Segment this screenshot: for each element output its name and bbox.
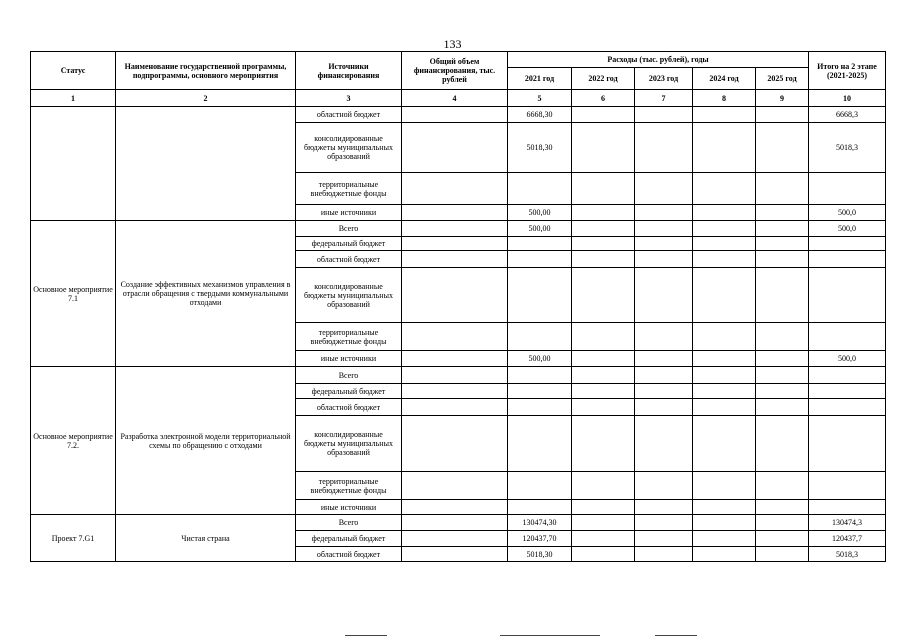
status-cell: Основное мероприятие 7.1 <box>31 221 116 367</box>
year-2023-cell <box>635 531 693 547</box>
year-2023-cell <box>635 237 693 251</box>
itogo-cell <box>809 323 886 351</box>
year-2023-cell <box>635 367 693 384</box>
total-volume-cell <box>402 416 508 472</box>
source-cell: областной бюджет <box>296 547 402 562</box>
year-2021-cell <box>508 416 572 472</box>
header-program-name: Наименование государственной программы, подпрограммы, основного мероприятия <box>116 52 296 90</box>
total-volume-cell <box>402 251 508 268</box>
year-2021-cell: 5018,30 <box>508 547 572 562</box>
itogo-cell: 5018,3 <box>809 547 886 562</box>
table-row <box>31 107 886 123</box>
column-number: 9 <box>756 90 809 107</box>
total-volume-cell <box>402 268 508 323</box>
year-2022-cell <box>572 500 635 515</box>
program-name-cell <box>116 107 296 221</box>
source-cell: консолидированные бюджеты муниципальных образований <box>296 123 402 173</box>
total-volume-cell <box>402 351 508 367</box>
source-cell: федеральный бюджет <box>296 384 402 399</box>
column-number: 4 <box>402 90 508 107</box>
year-2023-cell <box>635 107 693 123</box>
year-2021-cell <box>508 367 572 384</box>
year-2023-cell <box>635 547 693 562</box>
year-2024-cell <box>693 384 756 399</box>
year-2022-cell <box>572 531 635 547</box>
column-number: 8 <box>693 90 756 107</box>
year-2021-cell <box>508 268 572 323</box>
year-2021-cell <box>508 251 572 268</box>
itogo-cell <box>809 237 886 251</box>
year-2023-cell <box>635 221 693 237</box>
year-2021-cell: 6668,30 <box>508 107 572 123</box>
column-number: 3 <box>296 90 402 107</box>
year-2023-cell <box>635 515 693 531</box>
year-2021-cell: 500,00 <box>508 205 572 221</box>
year-2025-cell <box>756 531 809 547</box>
year-2023-cell <box>635 268 693 323</box>
year-2025-cell <box>756 515 809 531</box>
year-2022-cell <box>572 515 635 531</box>
year-2025-cell <box>756 173 809 205</box>
total-volume-cell <box>402 500 508 515</box>
year-2021-cell <box>508 384 572 399</box>
source-cell: областной бюджет <box>296 107 402 123</box>
year-2025-cell <box>756 237 809 251</box>
year-2021-cell: 500,00 <box>508 351 572 367</box>
column-number: 10 <box>809 90 886 107</box>
itogo-cell <box>809 472 886 500</box>
year-2023-cell <box>635 251 693 268</box>
year-2024-cell <box>693 416 756 472</box>
year-2023-cell <box>635 205 693 221</box>
year-2023-cell <box>635 323 693 351</box>
itogo-cell <box>809 268 886 323</box>
total-volume-cell <box>402 323 508 351</box>
column-number: 7 <box>635 90 693 107</box>
year-2024-cell <box>693 251 756 268</box>
year-2021-cell <box>508 173 572 205</box>
year-2025-cell <box>756 547 809 562</box>
total-volume-cell <box>402 472 508 500</box>
year-2022-cell <box>572 367 635 384</box>
year-2022-cell <box>572 472 635 500</box>
footer-divider <box>345 635 387 636</box>
header-itogo: Итого на 2 этапе (2021-2025) <box>809 52 886 90</box>
source-cell: иные источники <box>296 351 402 367</box>
itogo-cell: 500,0 <box>809 205 886 221</box>
year-2023-cell <box>635 472 693 500</box>
year-2024-cell <box>693 547 756 562</box>
year-2025-cell <box>756 123 809 173</box>
column-number: 2 <box>116 90 296 107</box>
itogo-cell: 130474,3 <box>809 515 886 531</box>
year-2021-cell: 120437,70 <box>508 531 572 547</box>
total-volume-cell <box>402 384 508 399</box>
year-2022-cell <box>572 123 635 173</box>
source-cell: консолидированные бюджеты муниципальных образований <box>296 416 402 472</box>
column-number-row <box>31 90 886 107</box>
budget-table <box>30 51 886 562</box>
year-2024-cell <box>693 237 756 251</box>
itogo-cell <box>809 384 886 399</box>
year-2024-cell <box>693 399 756 416</box>
total-volume-cell <box>402 367 508 384</box>
table-row <box>31 515 886 531</box>
header-expenses: Расходы (тыс. рублей), годы <box>508 52 809 68</box>
itogo-cell: 5018,3 <box>809 123 886 173</box>
year-2024-cell <box>693 123 756 173</box>
itogo-cell <box>809 251 886 268</box>
program-name-cell: Разработка электронной модели территориальной схемы по обращению с отходами <box>116 367 296 515</box>
footer-divider <box>655 635 697 636</box>
year-2024-cell <box>693 323 756 351</box>
year-2022-cell <box>572 237 635 251</box>
year-2024-cell <box>693 500 756 515</box>
total-volume-cell <box>402 399 508 416</box>
table-row <box>31 367 886 384</box>
itogo-cell: 500,0 <box>809 221 886 237</box>
year-2025-cell <box>756 251 809 268</box>
year-2023-cell <box>635 399 693 416</box>
header-year-2024: 2024 год <box>693 68 756 90</box>
total-volume-cell <box>402 547 508 562</box>
total-volume-cell <box>402 205 508 221</box>
program-name-cell: Создание эффективных механизмов управления в отрасли обращения с твердыми коммунальными отходами <box>116 221 296 367</box>
header-status: Статус <box>31 52 116 90</box>
year-2024-cell <box>693 205 756 221</box>
year-2024-cell <box>693 367 756 384</box>
year-2025-cell <box>756 399 809 416</box>
year-2022-cell <box>572 384 635 399</box>
year-2025-cell <box>756 268 809 323</box>
total-volume-cell <box>402 515 508 531</box>
year-2023-cell <box>635 416 693 472</box>
year-2021-cell <box>508 323 572 351</box>
itogo-cell <box>809 367 886 384</box>
source-cell: федеральный бюджет <box>296 237 402 251</box>
year-2022-cell <box>572 351 635 367</box>
footer-divider <box>500 635 600 636</box>
year-2022-cell <box>572 399 635 416</box>
year-2024-cell <box>693 515 756 531</box>
total-volume-cell <box>402 531 508 547</box>
source-cell: территориальные внебюджетные фонды <box>296 472 402 500</box>
budget-table-body <box>31 107 886 562</box>
itogo-cell: 120437,7 <box>809 531 886 547</box>
program-name-cell: Чистая страна <box>116 515 296 562</box>
source-cell: иные источники <box>296 205 402 221</box>
source-cell: Всего <box>296 367 402 384</box>
source-cell: иные источники <box>296 500 402 515</box>
year-2022-cell <box>572 107 635 123</box>
year-2024-cell <box>693 268 756 323</box>
year-2022-cell <box>572 251 635 268</box>
year-2024-cell <box>693 221 756 237</box>
year-2023-cell <box>635 123 693 173</box>
year-2022-cell <box>572 173 635 205</box>
source-cell: территориальные внебюджетные фонды <box>296 173 402 205</box>
status-cell <box>31 107 116 221</box>
year-2023-cell <box>635 384 693 399</box>
total-volume-cell <box>402 237 508 251</box>
year-2025-cell <box>756 500 809 515</box>
year-2021-cell <box>508 472 572 500</box>
itogo-cell <box>809 416 886 472</box>
header-sources: Источники финансирования <box>296 52 402 90</box>
page-number: 133 <box>443 37 462 51</box>
total-volume-cell <box>402 173 508 205</box>
column-number: 5 <box>508 90 572 107</box>
year-2022-cell <box>572 221 635 237</box>
total-volume-cell <box>402 221 508 237</box>
source-cell: федеральный бюджет <box>296 531 402 547</box>
itogo-cell: 500,0 <box>809 351 886 367</box>
header-year-2022: 2022 год <box>572 68 635 90</box>
header-total-volume: Общий объем финансирования, тыс. рублей <box>402 52 508 90</box>
year-2022-cell <box>572 547 635 562</box>
year-2024-cell <box>693 351 756 367</box>
column-number: 6 <box>572 90 635 107</box>
year-2025-cell <box>756 221 809 237</box>
year-2021-cell <box>508 237 572 251</box>
year-2021-cell: 5018,30 <box>508 123 572 173</box>
header-year-2021: 2021 год <box>508 68 572 90</box>
year-2024-cell <box>693 531 756 547</box>
year-2025-cell <box>756 367 809 384</box>
year-2021-cell <box>508 500 572 515</box>
itogo-cell <box>809 500 886 515</box>
header-year-2023: 2023 год <box>635 68 693 90</box>
year-2024-cell <box>693 173 756 205</box>
itogo-cell <box>809 173 886 205</box>
status-cell: Основное мероприятие 7.2. <box>31 367 116 515</box>
year-2022-cell <box>572 205 635 221</box>
year-2021-cell: 500,00 <box>508 221 572 237</box>
source-cell: областной бюджет <box>296 399 402 416</box>
year-2025-cell <box>756 351 809 367</box>
table-row <box>31 221 886 237</box>
itogo-cell <box>809 399 886 416</box>
year-2021-cell <box>508 399 572 416</box>
source-cell: территориальные внебюджетные фонды <box>296 323 402 351</box>
total-volume-cell <box>402 123 508 173</box>
year-2022-cell <box>572 323 635 351</box>
source-cell: областной бюджет <box>296 251 402 268</box>
year-2024-cell <box>693 472 756 500</box>
year-2025-cell <box>756 323 809 351</box>
source-cell: консолидированные бюджеты муниципальных образований <box>296 268 402 323</box>
total-volume-cell <box>402 107 508 123</box>
column-number: 1 <box>31 90 116 107</box>
header-year-2025: 2025 год <box>756 68 809 90</box>
year-2025-cell <box>756 107 809 123</box>
year-2023-cell <box>635 351 693 367</box>
year-2022-cell <box>572 416 635 472</box>
year-2024-cell <box>693 107 756 123</box>
year-2021-cell: 130474,30 <box>508 515 572 531</box>
year-2023-cell <box>635 500 693 515</box>
source-cell: Всего <box>296 515 402 531</box>
year-2025-cell <box>756 416 809 472</box>
year-2025-cell <box>756 384 809 399</box>
year-2022-cell <box>572 268 635 323</box>
status-cell: Проект 7.G1 <box>31 515 116 562</box>
itogo-cell: 6668,3 <box>809 107 886 123</box>
source-cell: Всего <box>296 221 402 237</box>
year-2025-cell <box>756 205 809 221</box>
year-2025-cell <box>756 472 809 500</box>
year-2023-cell <box>635 173 693 205</box>
